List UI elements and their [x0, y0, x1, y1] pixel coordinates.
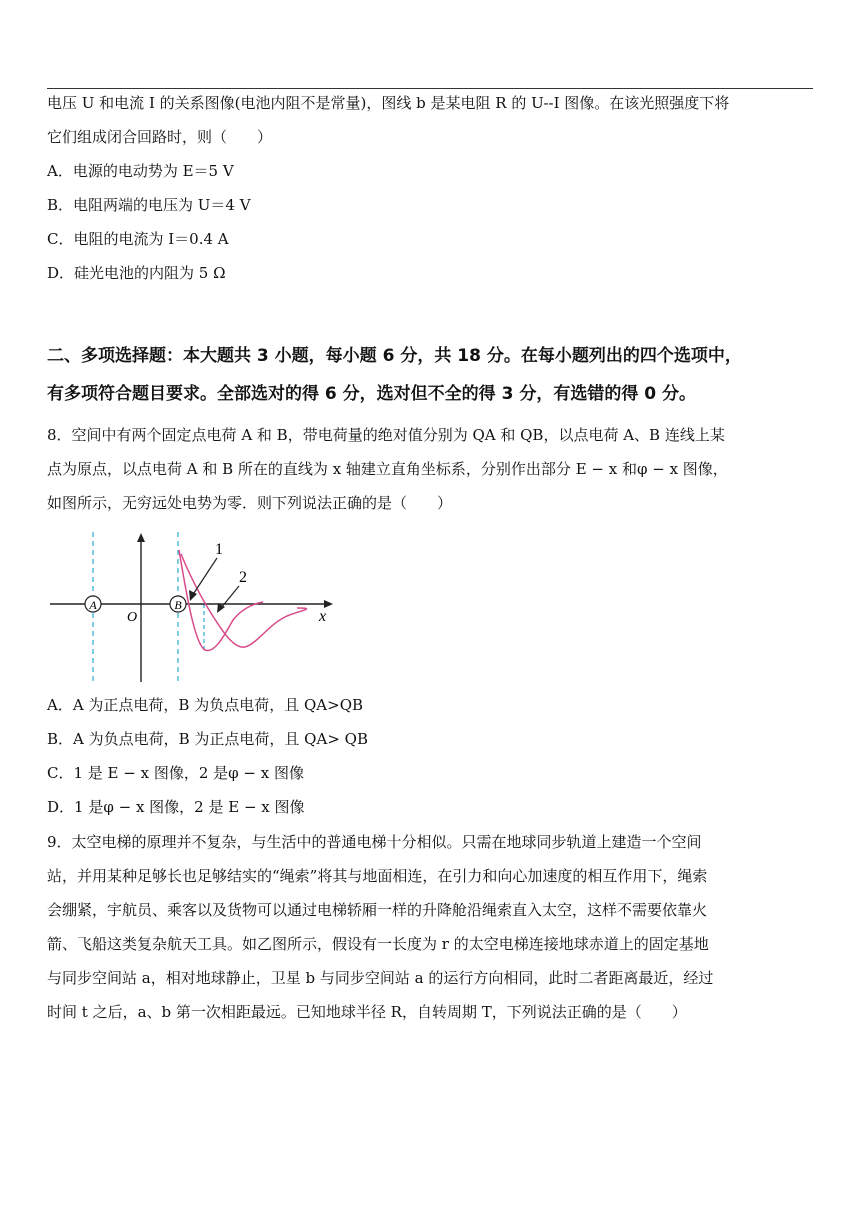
- q7-stem-line-1: 电压 U 和电流 I 的关系图像(电池内阻不是常量)，图线 b 是某电阻 R 的 U--I 图像。在该光照强度下将: [47, 94, 730, 112]
- q8-option-d[interactable]: D．1 是φ − x 图像，2 是 E − x 图像: [47, 798, 305, 816]
- q9-stem-line-4: 箭、飞船这类复杂航天工具。如乙图所示，假设有一长度为 r 的太空电梯连接地球赤道上的固定基地: [47, 935, 709, 953]
- x-axis-label: x: [319, 608, 327, 625]
- q7-option-d[interactable]: D．硅光电池的内阻为 5 Ω: [47, 264, 226, 282]
- section2-heading-line-2: 有多项符合题目要求。全部选对的得 6 分，选对但不全的得 3 分，有选错的得 0 分。: [47, 384, 696, 404]
- q7-option-c[interactable]: C．电阻的电流为 I＝0.4 A: [47, 230, 229, 248]
- q9-stem-line-5: 与同步空间站 a，相对地球静止，卫星 b 与同步空间站 a 的运行方向相同，此时二者距离最近，经过: [47, 969, 714, 987]
- header-rule: [47, 88, 813, 89]
- q8-stem-line-3: 如图所示，无穷远处电势为零．则下列说法正确的是（ ）: [47, 494, 453, 512]
- curve-1: [179, 550, 263, 651]
- q8-option-b[interactable]: B．A 为负点电荷，B 为正点电荷，且 QA> QB: [47, 730, 368, 748]
- curve-2-pointer: [221, 586, 239, 608]
- curve-1-label: 1: [215, 541, 223, 558]
- origin-label: O: [127, 610, 138, 625]
- q9-stem-line-1: 9．太空电梯的原理并不复杂，与生活中的普通电梯十分相似。只需在地球同步轨道上建造一个空间: [47, 833, 702, 851]
- q8-figure: [47, 528, 347, 688]
- x-axis-arrow: [324, 600, 333, 608]
- charge-b-label: B: [174, 598, 182, 612]
- q7-option-a[interactable]: A．电源的电动势为 E＝5 V: [47, 162, 234, 180]
- q9-stem-line-3: 会绷紧，宇航员、乘客以及货物可以通过电梯轿厢一样的升降舱沿绳索直入太空，这样不需要依靠火: [47, 901, 708, 919]
- q9-stem-line-6: 时间 t 之后，a、b 第一次相距最远。已知地球半径 R，自转周期 T，下列说法正确的是（ ）: [47, 1003, 687, 1021]
- q8-stem-line-1: 8．空间中有两个固定点电荷 A 和 B，带电荷量的绝对值分别为 QA 和 QB，以点电荷 A、B 连线上某: [47, 426, 725, 444]
- curve-1-pointer: [192, 558, 217, 596]
- q8-option-a[interactable]: A．A 为正点电荷，B 为负点电荷，且 QA>QB: [47, 696, 364, 714]
- q8-option-c[interactable]: C．1 是 E − x 图像，2 是φ − x 图像: [47, 764, 304, 782]
- q8-stem-line-2: 点为原点，以点电荷 A 和 B 所在的直线为 x 轴建立直角坐标系，分别作出部分 E − x 和φ − x 图像，: [47, 460, 728, 478]
- curve-1-pointer-head: [189, 590, 197, 601]
- curve-2: [181, 554, 307, 647]
- curve-2-label: 2: [239, 569, 247, 586]
- y-axis-arrow: [137, 533, 145, 542]
- q9-stem-line-2: 站，并用某种足够长也足够结实的“绳索”将其与地面相连，在引力和向心加速度的相互作用下，绳索: [47, 867, 708, 885]
- section2-heading-line-1: 二、多项选择题：本大题共 3 小题，每小题 6 分，共 18 分。在每小题列出的四个选项中，: [47, 346, 742, 366]
- q7-stem-line-2: 它们组成闭合回路时，则（ ）: [47, 128, 273, 146]
- q7-option-b[interactable]: B．电阻两端的电压为 U＝4 V: [47, 196, 251, 214]
- charge-a-label: A: [89, 598, 97, 612]
